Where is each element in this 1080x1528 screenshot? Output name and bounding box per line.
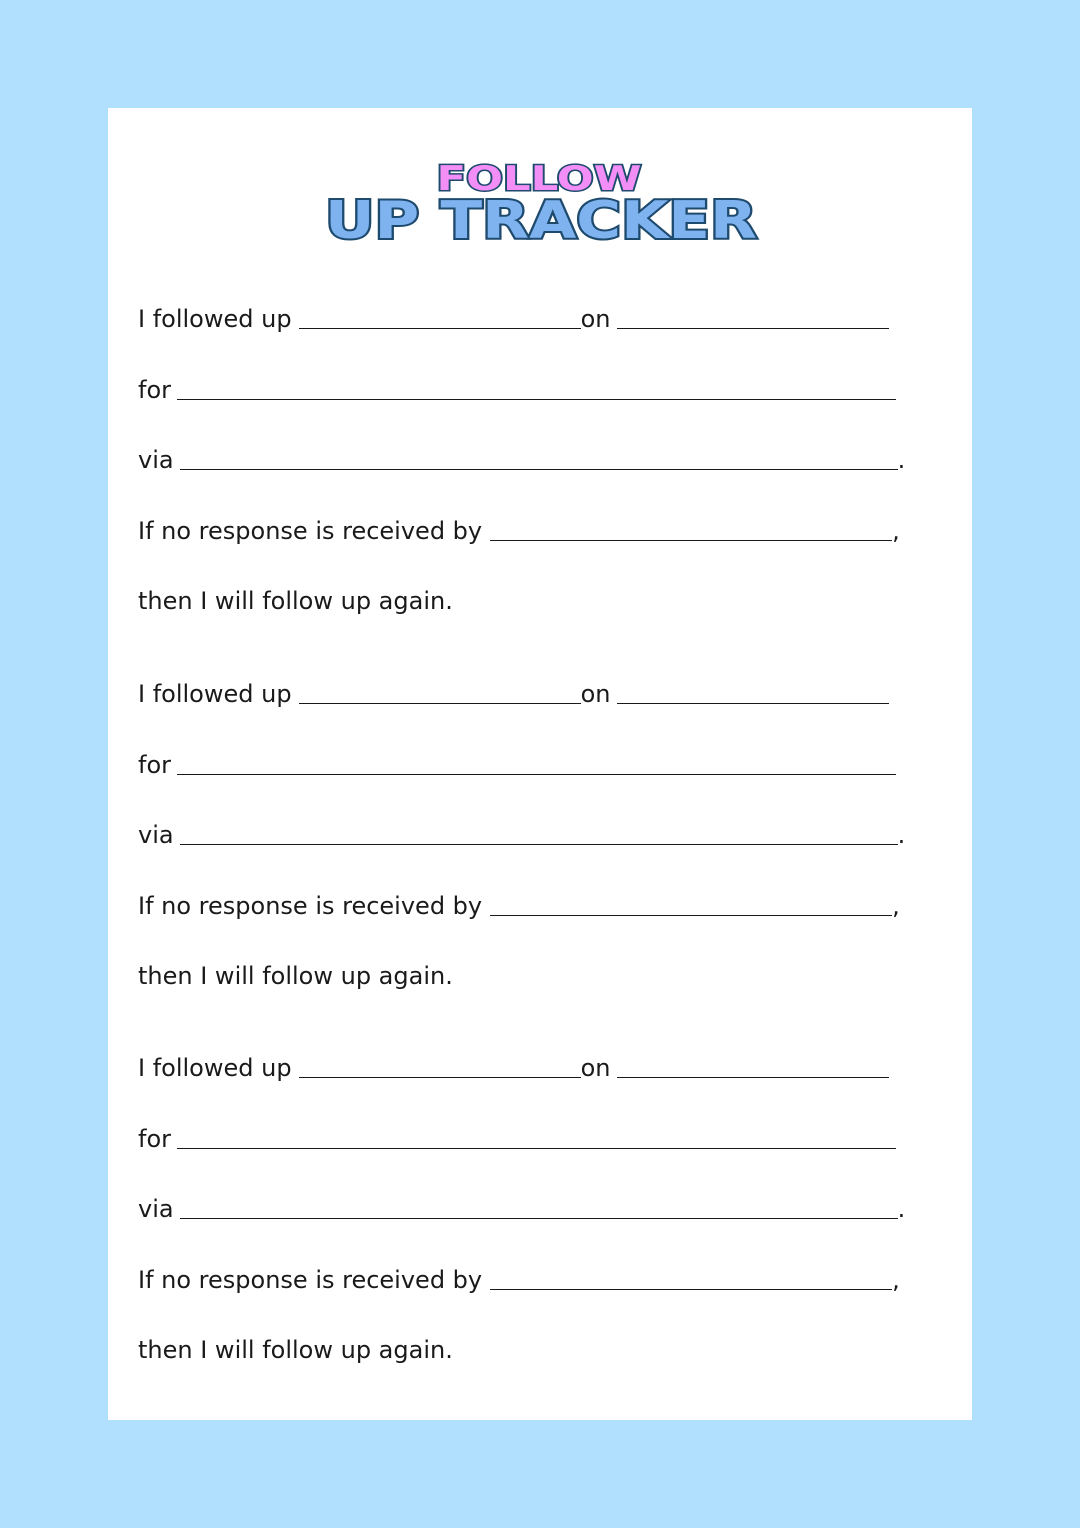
worksheet-page	[108, 108, 972, 1420]
for-line	[138, 740, 896, 780]
via-label: via	[138, 821, 174, 849]
contact-blank[interactable]	[299, 1047, 581, 1078]
via-period: .	[897, 821, 906, 849]
followed-up-label: I followed up	[138, 305, 292, 333]
reason-blank[interactable]	[177, 744, 896, 775]
closing-line	[138, 1325, 453, 1365]
for-label: for	[138, 376, 171, 404]
closing-line	[138, 576, 453, 616]
method-blank[interactable]	[180, 814, 898, 845]
via-label: via	[138, 446, 174, 474]
deadline-blank[interactable]	[490, 885, 892, 916]
no-response-comma: ,	[892, 517, 900, 545]
method-blank[interactable]	[180, 439, 898, 470]
followed-up-label: I followed up	[138, 1054, 292, 1082]
closing-text: then I will follow up again.	[138, 1336, 453, 1364]
title-line-up-tracker: UP TRACKER	[325, 191, 757, 251]
on-label: on	[580, 305, 611, 333]
for-line	[138, 365, 896, 405]
for-label: for	[138, 1125, 171, 1153]
closing-text: then I will follow up again.	[138, 587, 453, 615]
no-response-label: If no response is received by	[138, 892, 483, 920]
no-response-line	[138, 881, 900, 921]
contact-blank[interactable]	[299, 673, 581, 704]
via-line	[138, 810, 905, 850]
method-blank[interactable]	[180, 1188, 898, 1219]
contact-blank[interactable]	[299, 298, 581, 329]
title-line-follow: FOLLOW	[436, 159, 642, 199]
reason-blank[interactable]	[177, 369, 896, 400]
for-label: for	[138, 751, 171, 779]
on-label: on	[580, 1054, 611, 1082]
date-blank[interactable]	[617, 298, 889, 329]
reason-blank[interactable]	[177, 1118, 896, 1149]
deadline-blank[interactable]	[490, 1259, 892, 1290]
for-line	[138, 1114, 896, 1154]
via-period: .	[897, 446, 906, 474]
followed-up-line	[138, 1043, 889, 1083]
followed-up-label: I followed up	[138, 680, 292, 708]
deadline-blank[interactable]	[490, 510, 892, 541]
no-response-label: If no response is received by	[138, 517, 483, 545]
date-blank[interactable]	[617, 1047, 889, 1078]
no-response-line	[138, 1255, 900, 1295]
on-label: on	[580, 680, 611, 708]
page-title	[108, 156, 972, 256]
no-response-comma: ,	[892, 892, 900, 920]
via-period: .	[897, 1195, 906, 1223]
no-response-label: If no response is received by	[138, 1266, 483, 1294]
closing-text: then I will follow up again.	[138, 962, 453, 990]
no-response-line	[138, 506, 900, 546]
followed-up-line	[138, 294, 889, 334]
title-graphic	[108, 156, 972, 256]
no-response-comma: ,	[892, 1266, 900, 1294]
followed-up-line	[138, 669, 889, 709]
date-blank[interactable]	[617, 673, 889, 704]
closing-line	[138, 951, 453, 991]
via-line	[138, 435, 905, 475]
via-label: via	[138, 1195, 174, 1223]
via-line	[138, 1184, 905, 1224]
